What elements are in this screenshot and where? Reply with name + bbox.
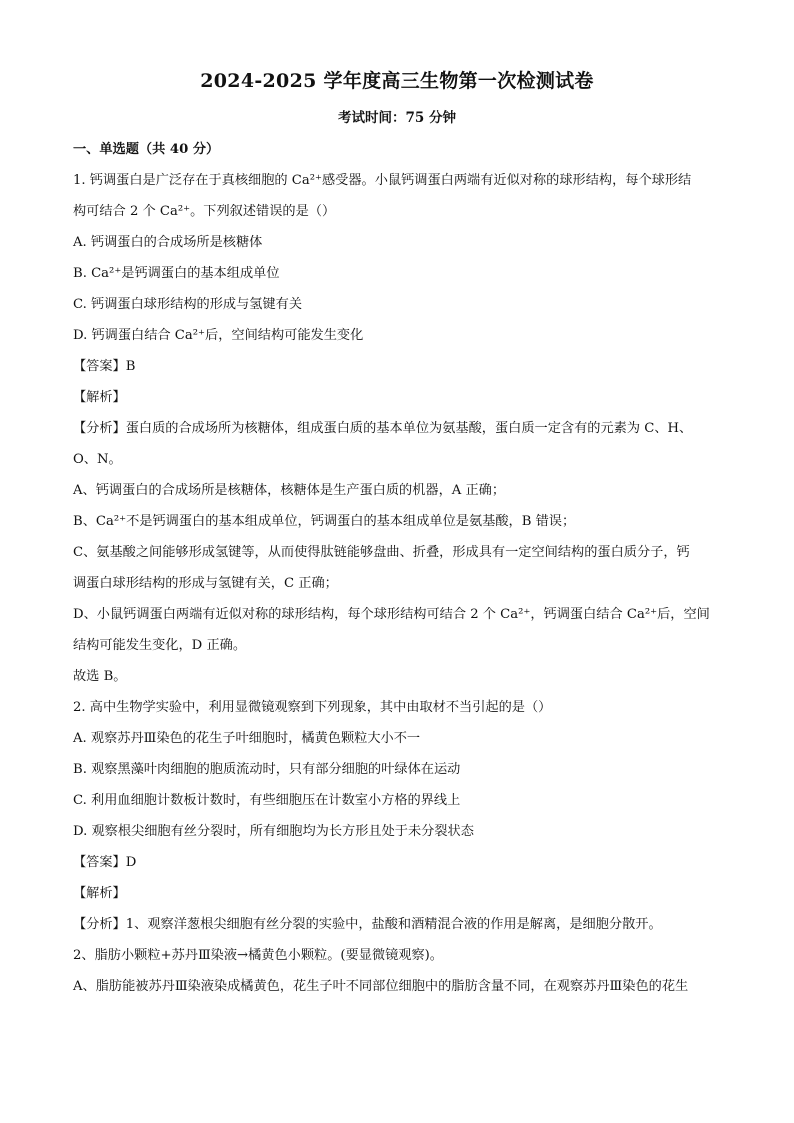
section-heading: 一、单选题（共 40 分）: [73, 142, 220, 157]
exam-title: 2024-2025 学年度高三生物第一次检测试卷: [200, 70, 594, 92]
q1-analysis-line: 【分析】蛋白质的合成场所为核糖体，组成蛋白质的基本单位为氨基酸，蛋白质一定含有的元素为 C、H、: [73, 421, 693, 436]
q1-analysis-line: D、小鼠钙调蛋白两端有近似对称的球形结构，每个球形结构可结合 2 个 Ca²⁺，钙调蛋白结合 Ca²⁺后，空间: [73, 607, 710, 622]
q2-option-d: D. 观察根尖细胞有丝分裂时，所有细胞均为长方形且处于未分裂状态: [73, 824, 474, 839]
q1-analysis-line: O、N。: [73, 452, 122, 467]
q1-stem-line-2: 构可结合 2 个 Ca²⁺。下列叙述错误的是（）: [73, 204, 336, 219]
q2-analysis-line: 【分析】1、观察洋葱根尖细胞有丝分裂的实验中，盐酸和酒精混合液的作用是解离，是细胞分散开。: [73, 917, 662, 932]
q1-option-b: B. Ca²⁺是钙调蛋白的基本组成单位: [73, 266, 280, 281]
q2-option-b: B. 观察黑藻叶肉细胞的胞质流动时，只有部分细胞的叶绿体在运动: [73, 762, 461, 777]
q1-analysis-line: 调蛋白球形结构的形成与氢键有关，C 正确；: [73, 576, 338, 591]
q2-option-a: A. 观察苏丹Ⅲ染色的花生子叶细胞时，橘黄色颗粒大小不一: [73, 731, 421, 746]
q2-option-c: C. 利用血细胞计数板计数时，有些细胞压在计数室小方格的界线上: [73, 793, 461, 808]
q2-analysis-line: A、脂肪能被苏丹Ⅲ染液染成橘黄色，花生子叶不同部位细胞中的脂肪含量不同，在观察苏丹Ⅲ染色的花生: [73, 979, 689, 994]
q1-answer: 【答案】B: [73, 359, 136, 374]
q1-analysis-label: 【解析】: [73, 390, 126, 405]
q1-analysis-line: A、钙调蛋白的合成场所是核糖体，核糖体是生产蛋白质的机器，A 正确；: [73, 483, 506, 498]
q1-conclusion: 故选 B。: [73, 669, 127, 684]
q2-analysis-line: 2、脂肪小颗粒+苏丹Ⅲ染液→橘黄色小颗粒。(要显微镜观察)。: [73, 948, 443, 963]
q2-analysis-label: 【解析】: [73, 886, 126, 901]
q1-option-c: C. 钙调蛋白球形结构的形成与氢键有关: [73, 297, 303, 312]
q1-option-a: A. 钙调蛋白的合成场所是核糖体: [73, 235, 263, 250]
q2-answer: 【答案】D: [73, 855, 137, 870]
exam-time: 考试时间：75 分钟: [338, 110, 456, 126]
q1-analysis-line: 结构可能发生变化，D 正确。: [73, 638, 247, 653]
q2-stem: 2. 高中生物学实验中，利用显微镜观察到下列现象，其中由取材不当引起的是（）: [73, 700, 552, 715]
q1-stem-line-1: 1. 钙调蛋白是广泛存在于真核细胞的 Ca²⁺感受器。小鼠钙调蛋白两端有近似对称的球形结构，每个球形结: [73, 173, 692, 188]
q1-analysis-line: C、氨基酸之间能够形成氢键等，从而使得肽链能够盘曲、折叠，形成具有一定空间结构的蛋白质分子，钙: [73, 545, 690, 560]
q1-analysis-line: B、Ca²⁺不是钙调蛋白的基本组成单位，钙调蛋白的基本组成单位是氨基酸，B 错误；: [73, 514, 576, 529]
q1-option-d: D. 钙调蛋白结合 Ca²⁺后，空间结构可能发生变化: [73, 328, 364, 343]
